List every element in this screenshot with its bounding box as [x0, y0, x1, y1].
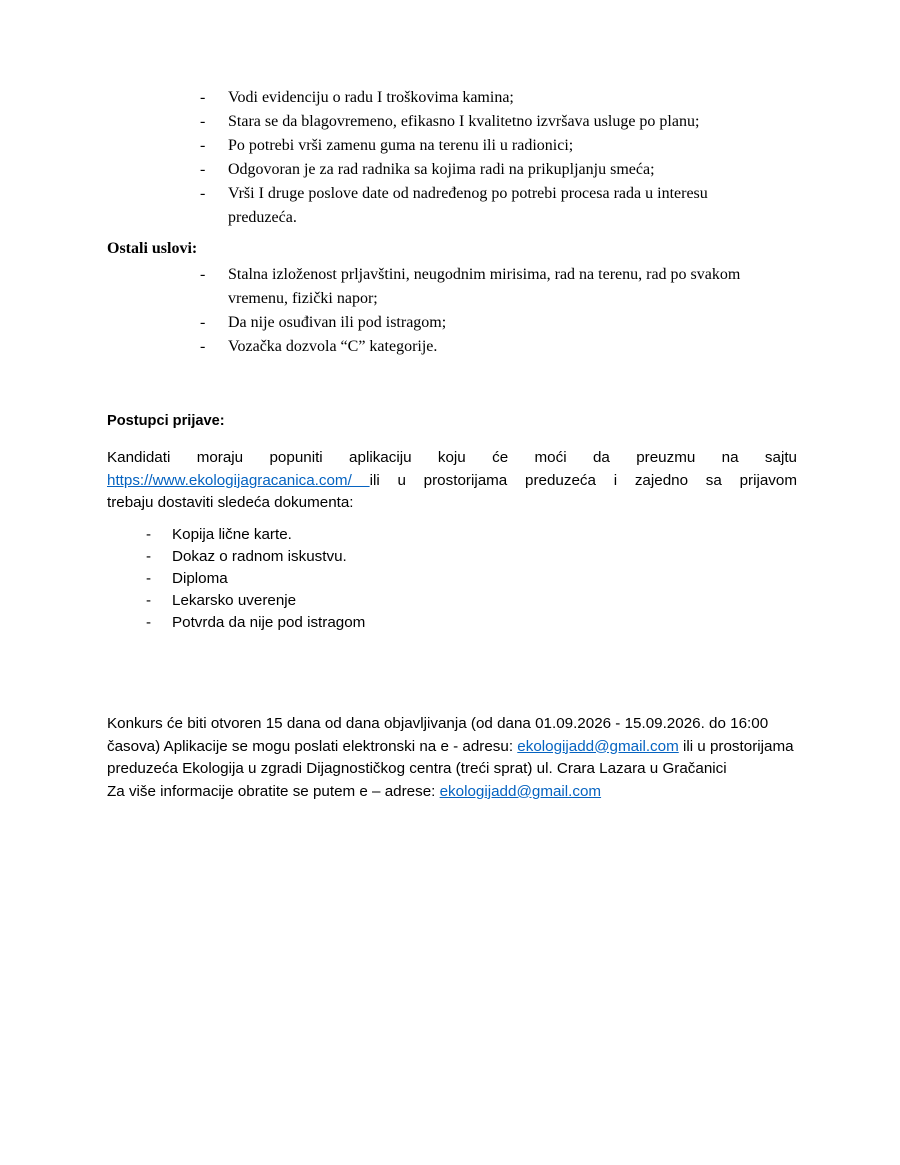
- list-item: - Vrši I druge poslove date od nadređenog po potrebi procesa rada u interesu preduzeća.: [200, 185, 708, 226]
- duty-text: Po potrebi vrši zamenu guma na terenu ili u radionici;: [228, 137, 574, 154]
- competition-text: Konkurs će biti otvoren 15 dana od dana objavljivanja (od dana 01.09.2026 - 15.09.2026. do 16:00 časova) Aplikacije se mogu poslati elektronski na e - adresu: ekologijadd@gmail.com ili u prostorijama preduzeća Ekologija u zgradi Dijagnostičkog centra (treći sprat) ul. Crara Lazara u Gračanici: [107, 715, 794, 777]
- list-item: - Lekarsko uverenje: [146, 592, 297, 609]
- document-text: Diploma: [172, 570, 228, 587]
- document-text: Dokaz o radnom iskustvu.: [172, 548, 347, 565]
- duty-text: Vodi evidenciju o radu I troškovima kamina;: [228, 89, 514, 106]
- list-item: - Potvrda da nije pod istragom: [146, 614, 366, 631]
- duty-text: Stara se da blagovremeno, efikasno I kvalitetno izvršava usluge po planu;: [228, 113, 700, 130]
- list-item: - Stalna izloženost prljavštini, neugodnim mirisima, rad na terenu, rad po svakom vremenu, fizički napor;: [200, 266, 741, 307]
- list-item: - Diploma: [146, 570, 228, 587]
- list-item: - Odgovoran je za rad radnika sa kojima radi na prikupljanju smeća;: [200, 161, 655, 178]
- documents-list: [146, 524, 746, 634]
- duty-text: Odgovoran je za rad radnika sa kojima radi na prikupljanju smeća;: [228, 161, 655, 178]
- list-item: - Vozačka dozvola “C” kategorije.: [200, 338, 438, 355]
- condition-text: Stalna izloženost prljavštini, neugodnim mirisima, rad na terenu, rad po svakom vremenu, fizički napor;: [228, 266, 741, 307]
- list-item: - Kopija lične karte.: [146, 526, 292, 543]
- email-link[interactable]: ekologijadd@gmail.com: [517, 737, 679, 755]
- more-info-line: Za više informacije obratite se putem e – adrese: ekologijadd@gmail.com: [107, 782, 602, 800]
- document-text: Potvrda da nije pod istragom: [172, 614, 366, 631]
- competition-paragraph: [107, 713, 797, 803]
- document-text: Lekarsko uverenje: [172, 592, 297, 609]
- duty-text: Vrši I druge poslove date od nadređenog po potrebi procesa rada u interesu preduzeća.: [228, 185, 708, 226]
- list-item: - Dokaz o radnom iskustvu.: [146, 548, 347, 565]
- other-conditions-list: [200, 263, 800, 359]
- duties-list: [200, 86, 800, 230]
- condition-text: Da nije osuđivan ili pod istragom;: [228, 314, 447, 331]
- application-line-1: Kandidati moraju popuniti aplikaciju koju će moći da preuzmu na sajtu: [107, 449, 797, 466]
- application-line-2-text: ili u prostorijama preduzeća i zajedno sa prijavom: [369, 471, 797, 489]
- application-paragraph: [107, 447, 797, 515]
- other-conditions-heading: Ostali uslovi:: [107, 240, 198, 257]
- application-heading: Postupci prijave:: [107, 413, 225, 429]
- list-item: - Da nije osuđivan ili pod istragom;: [200, 314, 447, 331]
- application-line-2: [107, 470, 797, 493]
- list-item: - Stara se da blagovremeno, efikasno I kvalitetno izvršava usluge po planu;: [200, 113, 700, 130]
- list-item: - Po potrebi vrši zamenu guma na terenu ili u radionici;: [200, 137, 574, 154]
- email-link[interactable]: ekologijadd@gmail.com: [439, 782, 602, 800]
- list-item: - Vodi evidenciju o radu I troškovima kamina;: [200, 89, 514, 106]
- document-text: Kopija lične karte.: [172, 526, 292, 543]
- website-link[interactable]: https://www.ekologijagracanica.com/: [107, 471, 370, 489]
- condition-text: Vozačka dozvola “C” kategorije.: [228, 338, 438, 355]
- application-line-3: trebaju dostaviti sledeća dokumenta:: [107, 494, 354, 511]
